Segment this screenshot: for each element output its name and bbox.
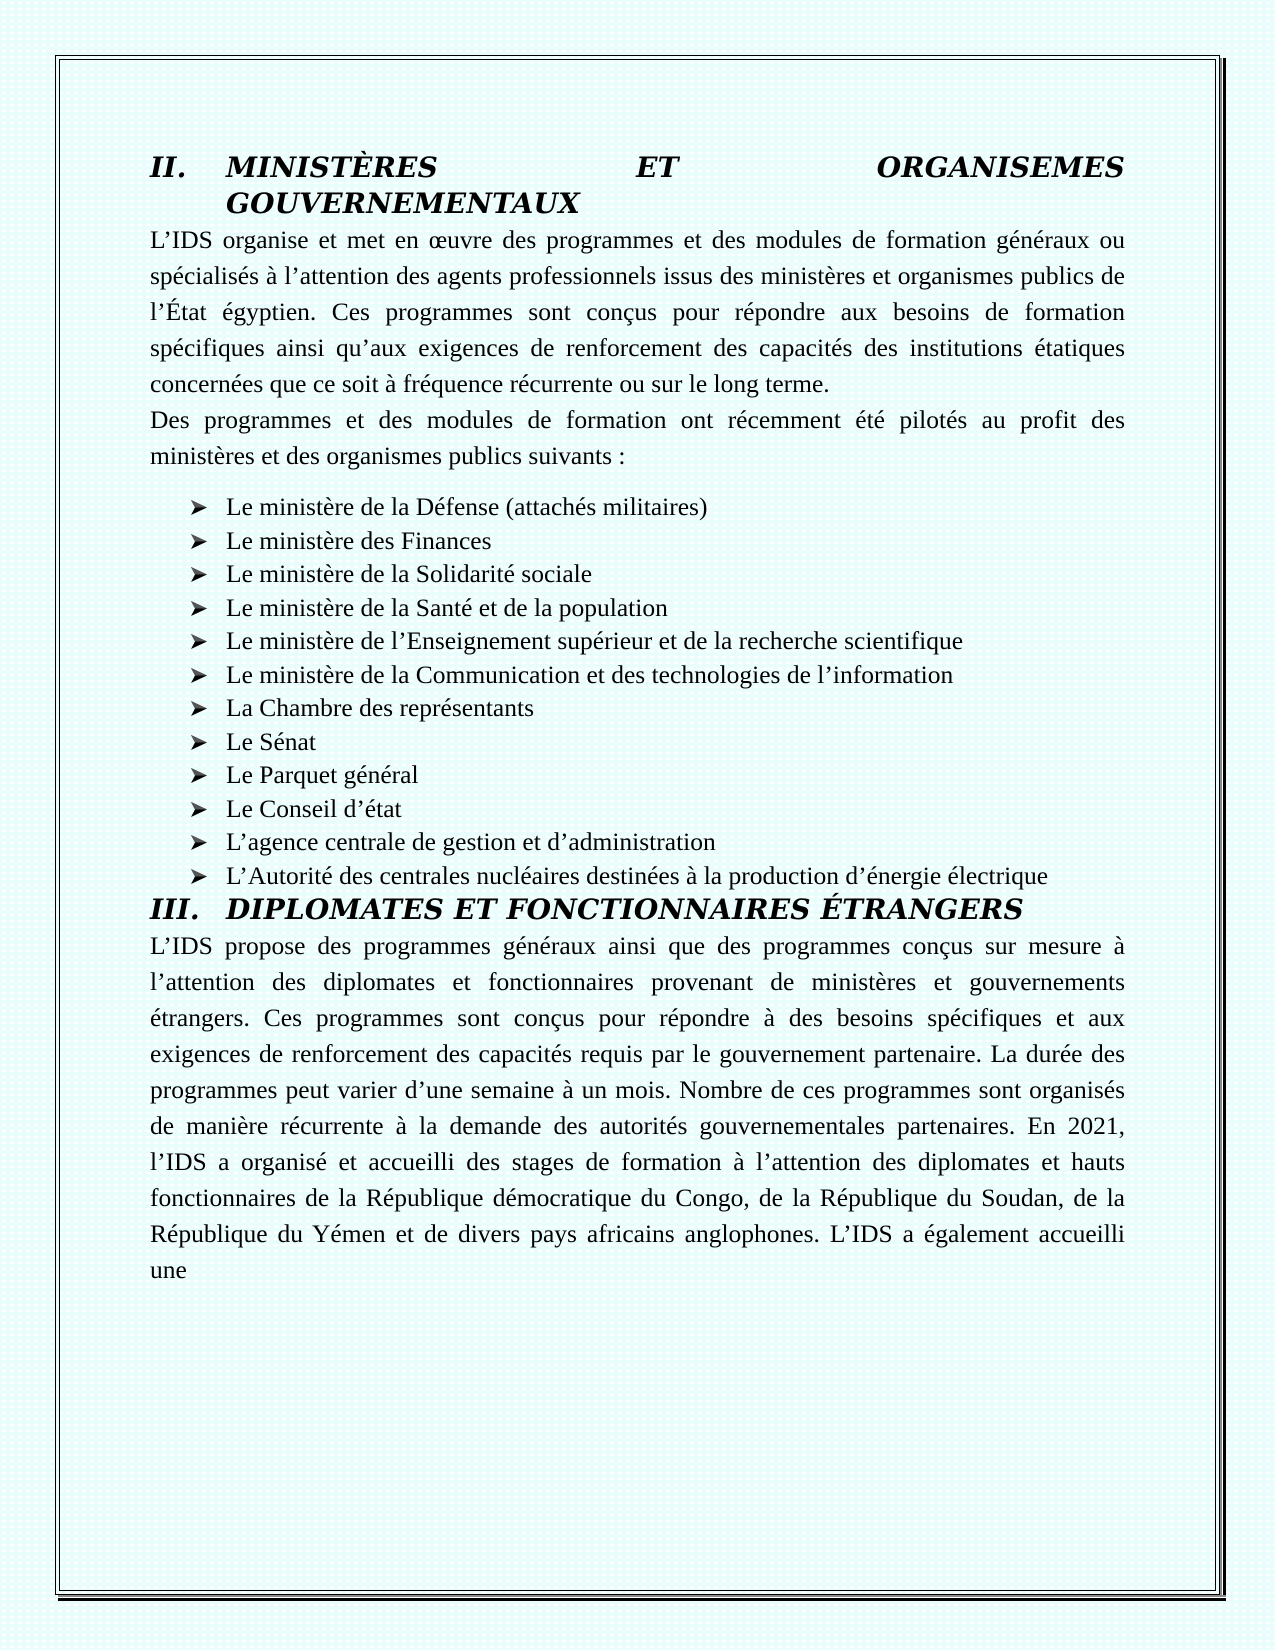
- organisations-list: [150, 490, 1125, 892]
- arrowhead-bullet-icon: [150, 624, 226, 658]
- list-item: Le ministère des Finances: [150, 524, 1125, 558]
- paragraph-list-intro: Des programmes et des modules de formation ont récemment été pilotés au profit des ministères et des organismes publics suivants :: [150, 405, 1125, 470]
- arrowhead-bullet-icon: [150, 591, 226, 625]
- section-heading-ministeres: [150, 150, 1125, 222]
- section-heading-diplomates: [150, 892, 1125, 928]
- title-word: ORGANISEMES: [876, 151, 1125, 184]
- list-item: Le Conseil d’état: [150, 792, 1125, 826]
- list-item: Le ministère de l’Enseignement supérieur et de la recherche scientifique: [150, 624, 1125, 658]
- list-item: La Chambre des représentants: [150, 691, 1125, 725]
- frame-shadow-bottom: [58, 1595, 1226, 1601]
- paragraph-diplomates: L’IDS propose des programmes généraux ainsi que des programmes conçus sur mesure à l’attention des diplomates et fonctionnaires provenant de ministères et gouvernements étrangers. Ces programmes sont conçus pour répondre à des besoins spécifiques et aux exigences de renforcement des capacités requis par le gouvernement partenaire. La durée des programmes peut varier d’une semaine à un mois. Nombre de ces programmes sont organisés de manière récurrente à la demande des autorités gouvernementales partenaires. En 2021, l’IDS a organisé et accueilli des stages de formation à l’attention des diplomates et hauts fonctionnaires de la République démocratique du Congo, de la République du Soudan, de la République du Yémen et de divers pays africains anglophones. L’IDS a également accueilli une: [150, 931, 1125, 1284]
- arrowhead-bullet-icon: [150, 691, 226, 725]
- list-item: L’agence centrale de gestion et d’administration: [150, 825, 1125, 859]
- list-item: L’Autorité des centrales nucléaires destinées à la production d’énergie électrique: [150, 859, 1125, 893]
- title-word: ET: [636, 151, 679, 184]
- section-number: III.: [150, 893, 200, 926]
- arrowhead-bullet-icon: [150, 859, 226, 893]
- arrowhead-bullet-icon: [150, 792, 226, 826]
- arrowhead-bullet-icon: [150, 490, 226, 524]
- arrowhead-bullet-icon: [150, 557, 226, 591]
- frame-shadow-right: [1220, 58, 1226, 1601]
- arrowhead-bullet-icon: [150, 825, 226, 859]
- arrowhead-bullet-icon: [150, 758, 226, 792]
- section-title: DIPLOMATES ET FONCTIONNAIRES ÉTRANGERS: [226, 893, 1024, 926]
- arrowhead-bullet-icon: [150, 658, 226, 692]
- section-number: II.: [150, 151, 187, 184]
- list-item: Le ministère de la Santé et de la population: [150, 591, 1125, 625]
- list-item: Le ministère de la Défense (attachés militaires): [150, 490, 1125, 524]
- list-item: Le Parquet général: [150, 758, 1125, 792]
- title-word: MINISTÈRES: [226, 151, 439, 184]
- paragraph-intro: L’IDS organise et met en œuvre des programmes et des modules de formation généraux ou spécialisés à l’attention des agents professionnels issus des ministères et organismes publics de l’État égyptien. Ces programmes sont conçus pour répondre aux besoins de formation spécifiques ainsi qu’aux exigences de renforcement des capacités des institutions étatiques concernées que ce soit à fréquence récurrente ou sur le long terme.: [150, 225, 1125, 398]
- list-item: Le ministère de la Communication et des technologies de l’information: [150, 658, 1125, 692]
- section-title: [226, 150, 1125, 222]
- section-title-line-2: GOUVERNEMENTAUX: [226, 187, 581, 220]
- list-item: Le ministère de la Solidarité sociale: [150, 557, 1125, 591]
- document-content: [150, 150, 1125, 1288]
- list-item: Le Sénat: [150, 725, 1125, 759]
- section-title-line-1: [226, 150, 1125, 186]
- arrowhead-bullet-icon: [150, 524, 226, 558]
- arrowhead-bullet-icon: [150, 725, 226, 759]
